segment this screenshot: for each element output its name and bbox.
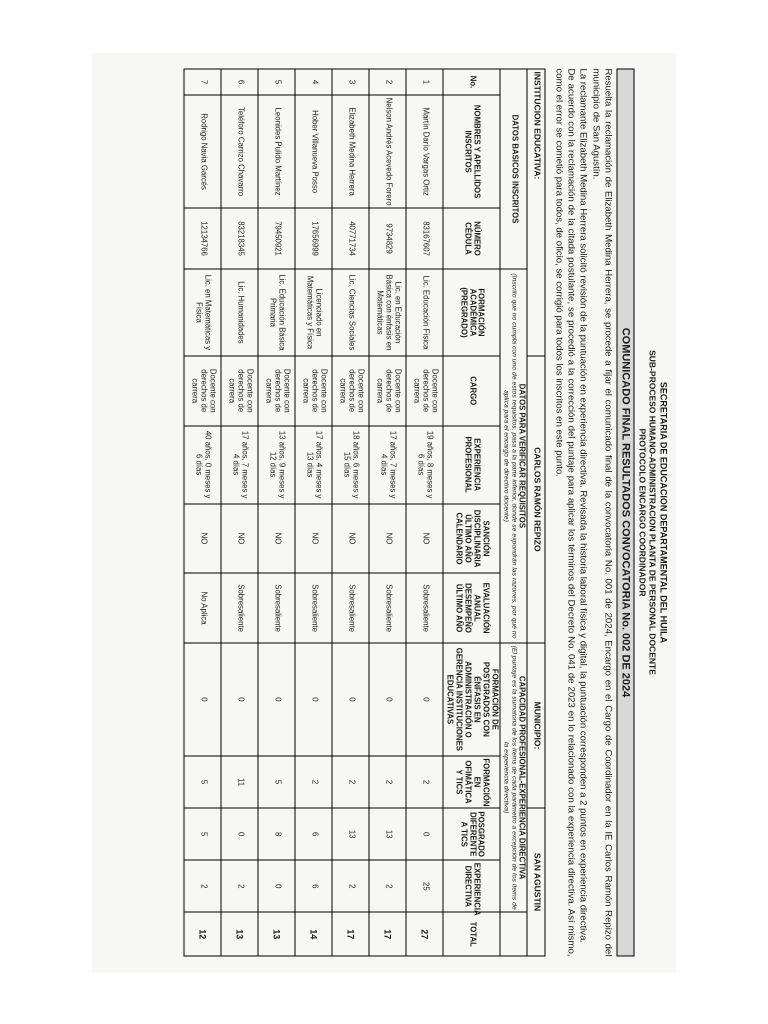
institution-label: INSTITUCION EDUCATIVA: xyxy=(528,69,546,356)
municipio-label: MUNICIPIO: xyxy=(528,642,546,807)
cell-no: 7 xyxy=(184,69,221,95)
cell-tics: 2 xyxy=(332,755,369,807)
column-header-row xyxy=(443,69,500,956)
cell-exp-directiva: 2 xyxy=(369,860,406,912)
header-line-3: PROTOCOLO ENCARGO COORDINADOR xyxy=(637,428,648,596)
cell-evaluacion: Sobresaliente xyxy=(221,573,258,643)
table-row xyxy=(258,69,295,956)
cell-cargo: Docente con derechos de carrera xyxy=(332,355,369,425)
cell-postgrado-otro: 13 xyxy=(369,808,406,860)
cell-total: 13 xyxy=(221,912,258,956)
cell-formacion: Lic. Educación Física xyxy=(406,268,443,355)
cell-cedula: 83218345 xyxy=(221,208,258,269)
cell-sancion: NO xyxy=(295,503,332,573)
cell-nombre: Martín Darío Vargas Ortiz xyxy=(406,95,443,208)
cell-experiencia: 17 años, 7 meses y 4 días xyxy=(221,425,258,503)
cell-cargo: Docente con derechos de carrera xyxy=(258,355,295,425)
cell-tics: 2 xyxy=(369,755,406,807)
cell-postgrado-otro: 5 xyxy=(184,808,221,860)
institution-row xyxy=(528,69,546,956)
table-row xyxy=(332,69,369,956)
document-header xyxy=(637,68,668,956)
cell-nombre: Rodrigo Navia Garcés xyxy=(184,95,221,208)
cell-cedula: 17656999 xyxy=(295,208,332,269)
cell-exp-directiva: 2 xyxy=(221,860,258,912)
cell-sancion: NO xyxy=(221,503,258,573)
col-formacion: FORMACIÓN ACADÉMICA (PREGRADO) xyxy=(443,268,500,355)
cell-postgrado-otro: 8 xyxy=(258,808,295,860)
cell-experiencia: 19 años, 8 meses y 6 días xyxy=(406,425,443,503)
cell-formacion: Lic. Humanidades xyxy=(221,268,258,355)
cell-total: 14 xyxy=(295,912,332,956)
col-cedula: NÚMERO CÉDULA xyxy=(443,208,500,269)
cell-cedula: 40771734 xyxy=(332,208,369,269)
cell-nombre: Elizabeth Medina Herrera xyxy=(332,95,369,208)
cell-sancion: NO xyxy=(332,503,369,573)
cell-postgrado-otro: 6 xyxy=(295,808,332,860)
group-verificar-note: (Inscrito que no cumpla con uno de estos requisitos, pasa a la parte inferior, donde se expondrán las razones, por qué no aplica para el encargo de directivo docente) xyxy=(502,272,518,638)
cell-tics: 2 xyxy=(295,755,332,807)
cell-postgrado-admin: 0 xyxy=(295,642,332,755)
cell-total: 13 xyxy=(258,912,295,956)
group-verificar-title: DATOS PARA VERIFICAR REQUISITOS xyxy=(518,383,527,528)
col-tics: FORMACIÓN EN OFIMÁTICA Y TICS xyxy=(443,755,500,807)
cell-nombre: Hober Villanueva Posso xyxy=(295,95,332,208)
cell-exp-directiva: 25 xyxy=(406,860,443,912)
cell-postgrado-admin: 0 xyxy=(221,642,258,755)
cell-cargo: Docente con derechos de carrera xyxy=(221,355,258,425)
cell-no: 4 xyxy=(295,69,332,95)
cell-evaluacion: Sobresaliente xyxy=(406,573,443,643)
cell-no: 5 xyxy=(258,69,295,95)
group-capacidad-note: (El puntaje es la sumatoria de los ítems de cada parámetro a excepción de los ítems de la experiencia directiva) xyxy=(502,645,518,910)
cell-sancion: NO xyxy=(258,503,295,573)
header-line-1: SECRETARIA DE EDUCACION DEPARTAMENTAL DEL HUILA xyxy=(658,381,669,643)
cell-experiencia: 40 años, 0 meses y 6 días xyxy=(184,425,221,503)
cell-cargo: Docente con derechos de carrera xyxy=(406,355,443,425)
table-row xyxy=(184,69,221,956)
cell-exp-directiva: 6 xyxy=(295,860,332,912)
intro-paragraph-1: Resuelta la reclamación de Elizabeth Medina Herrera, se procede a fijar el comunicado final de la convocatoria No. 001 de 2024, Encargo en el Cargo de Coordinador en la IE Carlos Ramón Repizo del municipio de San Agustín. xyxy=(590,68,614,956)
cell-formacion: Lic. en Matemáticas y Física xyxy=(184,268,221,355)
cell-experiencia: 17 años, 4 meses y 13 días xyxy=(295,425,332,503)
institution-name: CARLOS RAMÓN REPIZO xyxy=(528,355,546,642)
cell-formacion: Lic. Ciencias Sociales xyxy=(332,268,369,355)
cell-postgrado-admin: 0 xyxy=(258,642,295,755)
group-header-row xyxy=(500,69,528,956)
cell-total: 12 xyxy=(184,912,221,956)
cell-no: 3 xyxy=(332,69,369,95)
cell-experiencia: 13 años, 9 meses y 12 días xyxy=(258,425,295,503)
table-row xyxy=(406,69,443,956)
cell-cedula: 83167607 xyxy=(406,208,443,269)
col-postgrado-otro: POSGRADO DIFERENTE A TICS xyxy=(443,808,500,860)
cell-postgrado-admin: 0 xyxy=(406,642,443,755)
cell-cargo: Docente con derechos de carrera xyxy=(295,355,332,425)
results-table xyxy=(184,68,546,956)
cell-evaluacion: Sobresaliente xyxy=(369,573,406,643)
cell-cargo: Docente con derechos de carrera xyxy=(369,355,406,425)
cell-nombre: Nelson Andrés Acevedo Forero xyxy=(369,95,406,208)
cell-cedula: 12134766 xyxy=(184,208,221,269)
col-cargo: CARGO xyxy=(443,355,500,425)
cell-postgrado-otro: 0 xyxy=(406,808,443,860)
cell-total: 17 xyxy=(332,912,369,956)
cell-formacion: Lic. Educación Básica Primaria xyxy=(258,268,295,355)
cell-no: 1 xyxy=(406,69,443,95)
cell-cargo: Docente con derechos de carrera xyxy=(184,355,221,425)
table-row xyxy=(295,69,332,956)
cell-experiencia: 17 años, 7 meses y 4 días xyxy=(369,425,406,503)
cell-cedula: 79450921 xyxy=(258,208,295,269)
cell-sancion: NO xyxy=(369,503,406,573)
intro-paragraph-3: De acuerdo con la reclamación de la citada postulante, se procedió a la corrección del puntaje para aplicar los términos del Decreto No. 041 de 2023 en lo relacionado con la experiencia directiva. Así mismo, como el error se cometió para todos, de oficio, se corrigió para todos los inscritos en este punto. xyxy=(553,68,577,956)
cell-evaluacion: No Aplica xyxy=(184,573,221,643)
cell-evaluacion: Sobresaliente xyxy=(332,573,369,643)
municipio-name: SAN AGUSTIN xyxy=(528,808,546,956)
col-exp-directiva: EXPERIENCIA DIRECTIVA xyxy=(443,860,500,912)
document-page xyxy=(92,52,677,972)
cell-postgrado-admin: 0 xyxy=(332,642,369,755)
cell-postgrado-otro: 0 xyxy=(221,808,258,860)
cell-tics: 5 xyxy=(258,755,295,807)
cell-no: 2 xyxy=(369,69,406,95)
cell-tics: 11 xyxy=(221,755,258,807)
document-title: COMUNICADO FINAL RESULTADOS CONVOCATORIA No. 002 DE 2024 xyxy=(616,68,634,956)
intro-paragraph-2: La reclamante Elizabeth Medina Herrera solicitó revisión de la puntuación en experiencia directiva. Revisada la historia laboral física y digital, la puntuación corresponden a 2 puntos en experiencia directiva. xyxy=(577,68,589,943)
col-no: No. xyxy=(443,69,500,95)
intro-text xyxy=(552,68,613,956)
cell-postgrado-otro: 13 xyxy=(332,808,369,860)
cell-nombre: Teléforo Carrizo Chavarro xyxy=(221,95,258,208)
group-capacidad-title: CAPACIDAD PROFESIONAL-EXPERIENCIA DIRECTIVA xyxy=(518,675,527,879)
cell-exp-directiva: 0 xyxy=(258,860,295,912)
col-experiencia: EXPERIENCIA PROFESIONAL xyxy=(443,425,500,503)
cell-total: 27 xyxy=(406,912,443,956)
cell-total: 17 xyxy=(369,912,406,956)
cell-postgrado-admin: 0 xyxy=(184,642,221,755)
cell-formacion: Lic. en Educación Básica con énfasis en Matemáticas xyxy=(369,268,406,355)
cell-tics: 5 xyxy=(184,755,221,807)
table-row xyxy=(221,69,258,956)
cell-evaluacion: Sobresaliente xyxy=(295,573,332,643)
cell-nombre: Leonides Pulido Martínez xyxy=(258,95,295,208)
col-evaluacion: EVALUACIÓN ANUAL DESEMPEÑO ÚLTIMO AÑO xyxy=(443,573,500,643)
cell-tics: 2 xyxy=(406,755,443,807)
col-sancion: SANCIÓN DISCIPLINARIA ÚLTIMO AÑO CALENDARIO xyxy=(443,503,500,573)
cell-evaluacion: Sobresaliente xyxy=(258,573,295,643)
header-line-2: SUB-PROCESO HUMANO-ADMINISTRACION PLANTA DE PERSONAL DOCENTE xyxy=(647,349,658,675)
table-row xyxy=(369,69,406,956)
group-basicos: DATOS BASICOS INSCRITOS xyxy=(500,69,528,269)
cell-exp-directiva: 2 xyxy=(184,860,221,912)
cell-cedula: 9734829 xyxy=(369,208,406,269)
col-postgrado-admin: FORMACIÓN DE POSTGRADOS CON ÉNFASIS EN ADMINISTRACIÓN O GERENCIA INSTITUCIONES EDUCATIVAS xyxy=(443,642,500,755)
cell-experiencia: 18 años, 6 meses y 15 días xyxy=(332,425,369,503)
cell-postgrado-admin: 0 xyxy=(369,642,406,755)
cell-exp-directiva: 2 xyxy=(332,860,369,912)
cell-formacion: Licenciado en Matemáticas y Física xyxy=(295,268,332,355)
col-total: TOTAL xyxy=(443,912,500,956)
group-blank xyxy=(500,912,528,956)
cell-sancion: NO xyxy=(406,503,443,573)
cell-no: 6 xyxy=(221,69,258,95)
group-capacidad xyxy=(500,642,528,912)
group-verificar xyxy=(500,268,528,642)
cell-sancion: NO xyxy=(184,503,221,573)
col-nombre: NOMBRES Y APELLIDOS INSCRITOS xyxy=(443,95,500,208)
